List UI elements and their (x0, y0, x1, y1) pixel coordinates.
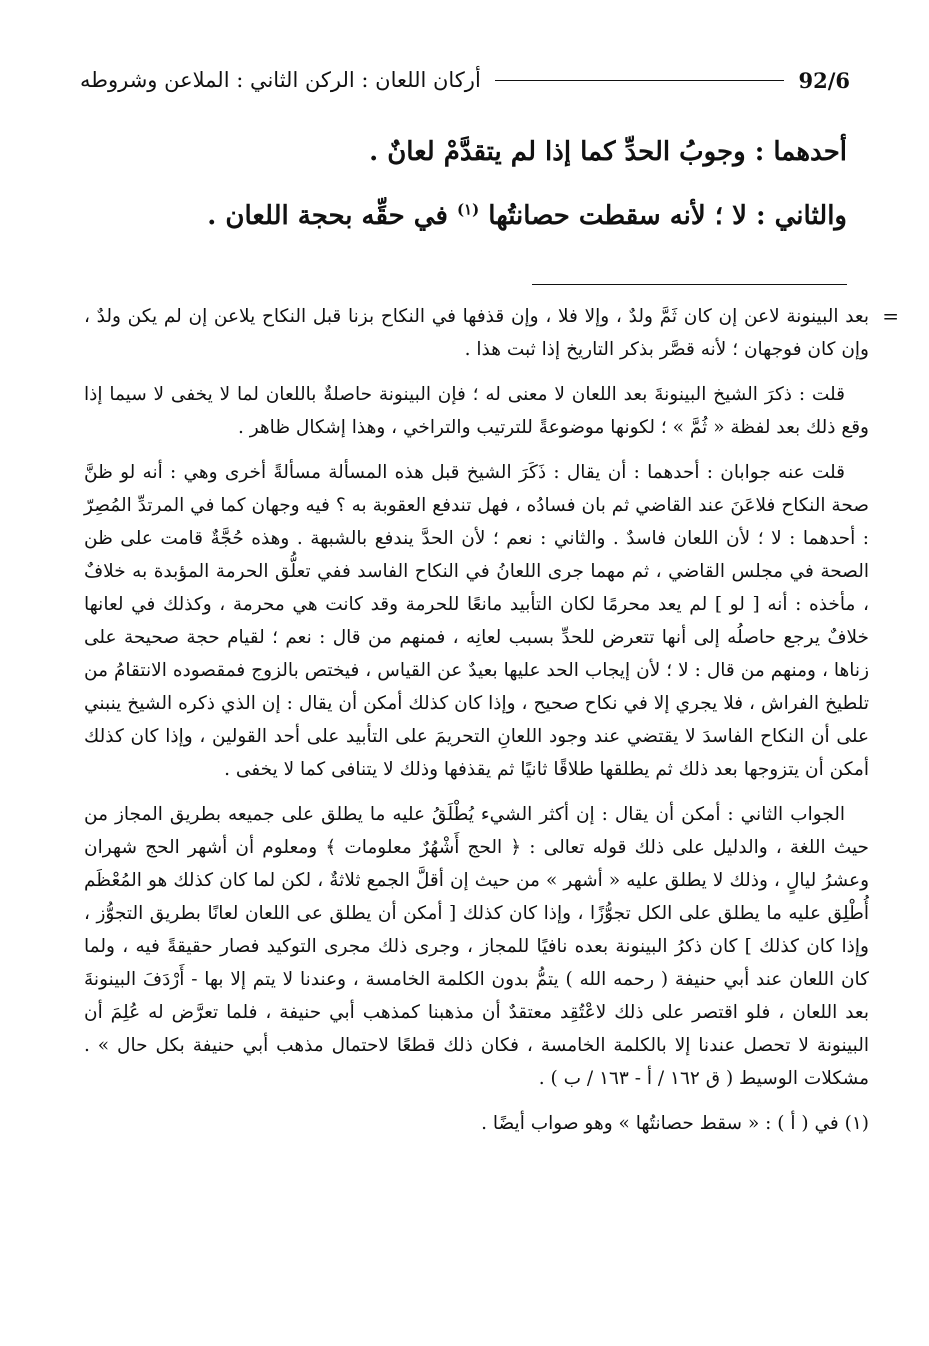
footnote-paragraph-4: الجواب الثاني : أمكن أن يقال : إن أكثر الشيء يُطْلَقُ عليه ما يطلق على جميعه بطريق المجاز من حيث اللغة ، والدليل على ذلك قوله تعالى : ﴿ الحج أَشْهُرٌ معلومات ﴾ ومعلوم أن أشهر الحج شهران وعشرُ ليالٍ ، وذلك لا يطلق عليه « أشهر » من حيث إن أقلَّ الجمع ثلاثةٌ ، لكن لما كان كذلك هو المُعْظَم أُطْلِق عليه ما يطلق على الكل تجوُّزًا ، وإذا كان كذلك [ أمكن أن يطلق عى اللعان لعانًا بطريق التجوُّز ، وإذا كان كذلك ] كان ذكرُ البينونة بعده نافيًا للمجاز ، وجرى ذلك مجرى التوكيد فصار حقيقةً فيه ، ولما كان اللعان عند أبي حنيفة ( رحمه الله ) يتمُّ بدون الكلمة الخامسة ، وعندنا لا يتم إلا بها - أَرْدَفَ البينونةَ بعد اللعان ، فلو اقتصر على ذلك لاعْتُقِد معتقدٌ أن مذهبنا كمذهب أبي حنيفة ، فلما تعرَّض له عُلِمَ أن البينونة لا تحصل عندنا إلا بالكلمة الخامسة ، فكان ذلك قطعًا لاحتمال مذهب أبي حنيفة بكل حال » . مشكلات الوسيط ( ق ١٦٢ / أ - ١٦٣ / ب ) . (84, 804, 869, 1089)
footnote-continuation-text: بعد البينونة لاعن إن كان ثَمَّ ولدٌ ، وإلا فلا ، وإن قذفها في النكاح بزنا قبل النكاح يلاعن إن لم يكن ولدٌ ، وإن كان فوجهان ؛ لأنه قصَّر بذكر التاريخ إذا ثبت هذا . (84, 306, 869, 360)
footnotes (84, 300, 899, 1152)
main-line-1: أحدهما : وجوبُ الحدِّ كما إذا لم يتقدَّمْ لعانٌ . (369, 137, 847, 167)
main-line-2 (87, 184, 847, 248)
footnote-reference: (١) (456, 200, 480, 219)
footnote-1: (١) في ( أ ) : « سقط حصانتُها » وهو صواب أيضًا . (481, 1113, 869, 1134)
footnote-continuation (84, 300, 899, 366)
footnote-paragraph-3: قلت عنه جوابان : أحدهما : أن يقال : ذَكَرَ الشيخ قبل هذه المسألة مسألةً أخرى وهي : أنه لو ظنَّ صحة النكاح فلاعَنَ عند القاضي ثم بان فسادُه ، فهل تندفع العقوبة به ؟ فيه وجهان كما في المرتدِّ المُصِرّ : أحدهما : لا ؛ لأن اللعان فاسدٌ . والثاني : نعم ؛ لأن الحدَّ يندفع بالشبهة . وهذه حُجَّةٌ قامت على ظن الصحة في مجلس القاضي ، ثم مهما جرى اللعانُ في النكاح الفاسد ففي تعلُّق الحرمة المؤبدة به خلافٌ ، مأخذه : أنه [ لو ] لم يعد محرمًا لكان التأبيد مانعًا للحرمة وقد كانت هي محرمة ، وكذلك في لعانها خلافٌ يرجع حاصلُه إلى أنها تتعرض للحدِّ بسبب لعانِه ، فمنهم من قال : نعم ؛ لقيام حجة صحيحة على زناها ، ومنهم من قال : لا ؛ لأن إيجاب الحد عليها بعيدٌ عن القياس ، فيختص بالزوج فمقصوده الانتقامُ من تلطيخ الفراش ، فلا يجري إلا في نكاح صحيح ، وإذا كان كذلك أمكن أن يقال : إن الذي ذكره الشيخ ينبني على أن النكاح الفاسدَ لا يقتضي عند وجود اللعانِ التحريمَ على التأبيد على أحد القولين ، وإذا كان كذلك أمكن أن يتزوجها بعد ذلك ثم يطلقها طلاقًا ثانيًا ثم يقذفها وذلك لا يتنافى كما لا يخفى . (84, 462, 869, 780)
main-text (87, 120, 847, 248)
main-line-2-start: والثاني : لا ؛ لأنه سقطت حصانتُها (488, 201, 847, 231)
header-rule (495, 80, 785, 81)
main-line-2-end: في حقِّه بحجة اللعان . (207, 201, 457, 231)
footnote-paragraph-2: قلت : ذكرَ الشيخ البينونةَ بعد اللعان لا معنى له ؛ فإن البينونة حاصلةٌ باللعان لما لا يخفى لا سيما إذا وقع ذلك بعد لفظة « ثُمَّ » ؛ لكونها موضوعةً للترتيب والتراخي ، وهذا إشكال ظاهر . (84, 384, 869, 438)
running-title: أركان اللعان : الركن الثاني : الملاعن وشروطه (80, 68, 481, 92)
continuation-mark: = (882, 304, 899, 328)
running-header (80, 60, 850, 100)
page-number: 92/6 (798, 67, 850, 93)
footnote-separator (532, 284, 847, 285)
